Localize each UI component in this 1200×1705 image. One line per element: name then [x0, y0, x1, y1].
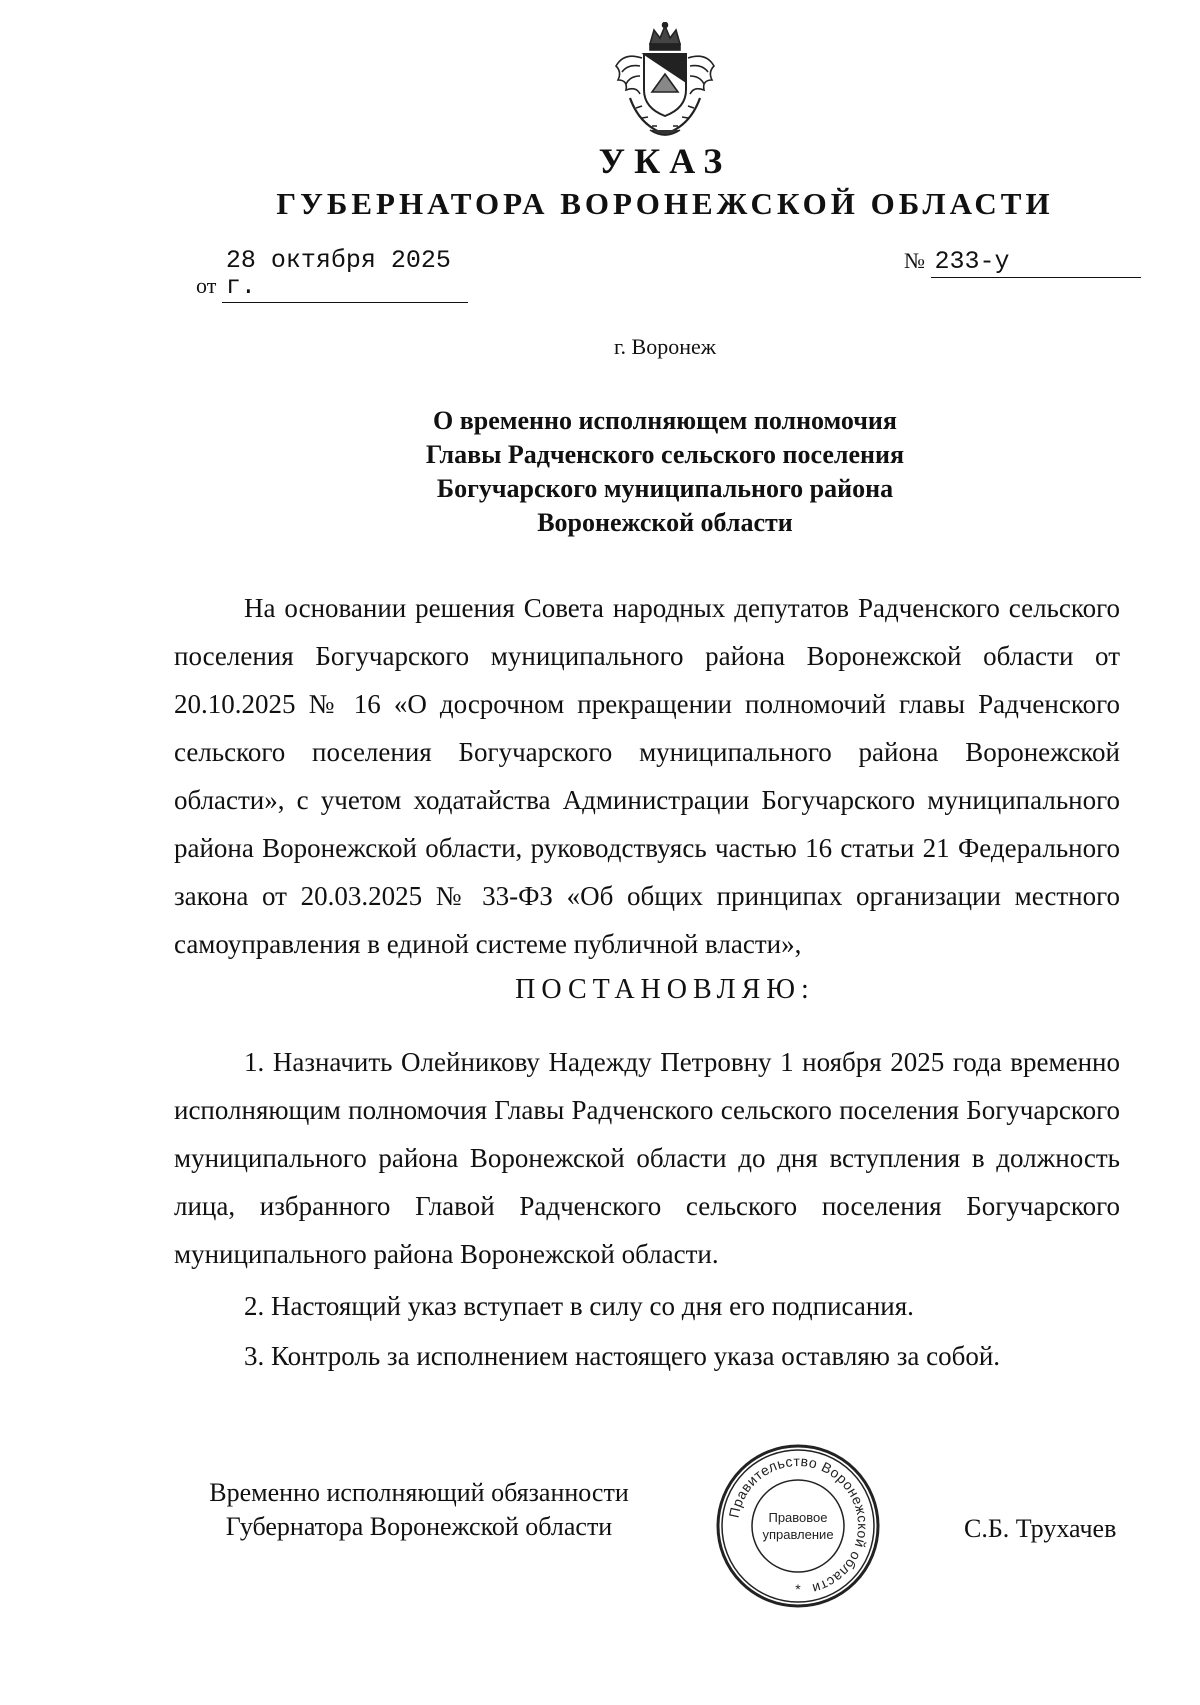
item-3-paragraph: 3. Контроль за исполнением настоящего указа оставляю за собой.	[244, 1341, 1001, 1371]
stamp-center-line: Правовое	[768, 1510, 828, 1525]
place-of-issue: г. Воронеж	[614, 334, 716, 359]
preamble-paragraph: На основании решения Совета народных депутатов Радченского сельского поселения Богучарского муниципального района Воронежской области от 20.10.2025 № 16 «О досрочном прекращении полномочий главы Радченского сельского поселения Богучарского муниципального района Воронежской области», с учетом ходатайства Администрации Богучарского муниципального района Воронежской области, руководствуясь частью 16 статьи 21 Федерального закона от 20.03.2025 № 33-ФЗ «Об общих принципах организации местного самоуправления в единой системе публичной власти»,	[174, 593, 1120, 959]
coat-of-arms-icon	[610, 22, 720, 140]
stamp-center-line: управление	[762, 1527, 834, 1542]
document-number: 233-у	[931, 249, 1141, 278]
document-type: УКАЗ	[598, 141, 732, 181]
date-prefix: от	[196, 273, 217, 298]
number-prefix: №	[904, 248, 925, 273]
stamp-ring-text: Правительство Воронежской области	[725, 1452, 872, 1598]
issuer-title: ГУБЕРНАТОРА ВОРОНЕЖСКОЙ ОБЛАСТИ	[276, 186, 1054, 221]
number-line	[904, 248, 1141, 278]
item-2-paragraph: 2. Настоящий указ вступает в силу со дня его подписания.	[244, 1291, 914, 1321]
heading-line: О временно исполняющем полномочия	[433, 406, 897, 435]
heading-line: Богучарского муниципального района	[436, 474, 894, 503]
signatory-position-line: Губернатора Воронежской области	[225, 1512, 613, 1541]
signatory-position-line: Временно исполняющий обязанности	[209, 1478, 629, 1507]
heading-line: Воронежской области	[537, 508, 793, 537]
decree-word: ПОСТАНОВЛЯЮ:	[515, 974, 815, 1005]
heading-line: Главы Радченского сельского поселения	[425, 440, 905, 469]
document-heading	[0, 404, 1200, 540]
date-line	[196, 248, 468, 303]
stamp-star: *	[795, 1581, 801, 1597]
document-date: 28 октября 2025 г.	[222, 248, 468, 303]
item-1-paragraph: 1. Назначить Олейникову Надежду Петровну 1 ноября 2025 года временно исполняющим полномочия Главы Радченского сельского поселения Богучарского муниципального района Воронежской области до дня вступления в должность лица, избранного Главой Радченского сельского поселения Богучарского муниципального района Воронежской области.	[174, 1047, 1120, 1269]
signatory-name: С.Б. Трухачев	[964, 1514, 1117, 1543]
signatory-position	[184, 1476, 654, 1544]
svg-text:Правительство Воронежской обла	[726, 1453, 871, 1597]
official-stamp	[714, 1442, 882, 1610]
